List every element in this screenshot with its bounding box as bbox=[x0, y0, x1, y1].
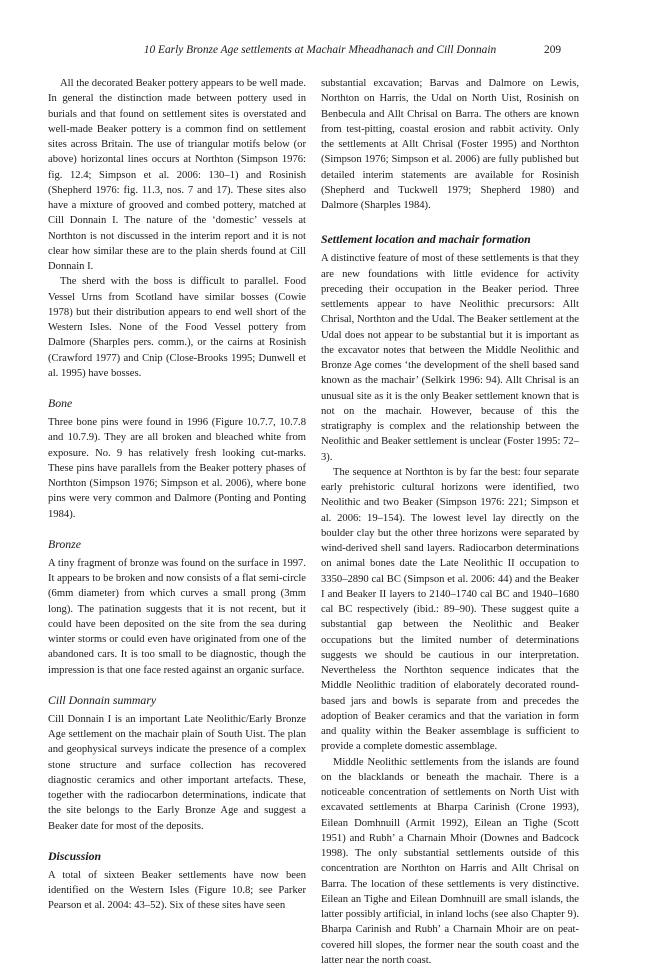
paragraph-middle-neolithic: Middle Neolithic settlements from the islands are found on the blacklands or beneath the machair. There is a noticeable concentration of settlements on North Uist with excavated settlements at Bharpa Carinish (Crone 1993), Eilean Domhnuill (Armit 1992), Eilean an Tighe (Scott 1951) and Rubh’ a Charnain Mhoir (Downes and Badcock 1998). The only substantial settlements outside of this concentration are Northton on Harris and Allt Chrisal on Barra. The location of these settlements is very distinctive. Eilean an Tighe and Eilean Domhnuill are small islands, the latter possibly artificial, in inland lochs (see also Chapter 9). Bharpa Carinish and Rubh’ a Charnain Mhoir are on peat-covered hill slopes, the former near the south coast and the latter near the north coast. bbox=[321, 755, 579, 968]
running-head bbox=[0, 44, 650, 62]
paragraph-decorated-pottery: All the decorated Beaker pottery appears to be well made. In general the distinction made between pottery used in burials and that found on settlement sites is overstated and well-made Beaker pottery is a common find on settlement sites across Britain. The use of triangular motifs below (or above) horizontal lines occurs at Northton (Simpson 1976: fig. 12.4; Simpson et al. 2006: 130–1) and Rosinish (Shepherd 1976: fig. 11.3, nos. 7 and 17). These sites also have a mixture of grooved and combed pottery, matched at Cill Donnain I. The nature of the ‘domestic’ vessels at Northton is not discussed in the interim report and it is not clear how similar these are to the plain sherds found at Cill Donnain I. bbox=[48, 76, 306, 274]
paragraph-bronze: A tiny fragment of bronze was found on the surface in 1997. It appears to be broken and now consists of a flat semi-circle (6mm diameter) from which curves a small prong (3mm long). The patination suggests that it is not recent, but it could have been deposited on the site from the sea during winter storms or could even have originated from one of the abandoned cars. It is too small to be diagnostic, though the impression is that one face rested against an organic surface. bbox=[48, 556, 306, 678]
heading-cill-donnain-summary: Cill Donnain summary bbox=[48, 693, 306, 708]
paragraph-boss-sherd: The sherd with the boss is difficult to parallel. Food Vessel Urns from Scotland have similar bosses (Cowie 1978) but their distribution appears to end well short of the Western Isles. None of the Food Vessel pottery from Dalmore (Sharples pers. comm.), or the cairns at Rosinish (Crawford 1977) and Cnip (Close-Brooks 1995; Dunwell et al. 1995) have bosses. bbox=[48, 274, 306, 381]
heading-discussion: Discussion bbox=[48, 849, 306, 864]
right-column bbox=[321, 76, 579, 968]
paragraph-summary: Cill Donnain I is an important Late Neolithic/Early Bronze Age settlement on the machair plain of South Uist. The plan and geophysical surveys indicate the presence of a complex stone structure and surface collection has recovered diagnostic ceramics and other important artefacts. These, together with the radiocarbon determinations, indicate that the site belongs to the Early Bronze Age and suggest a Beaker date for most of the deposits. bbox=[48, 712, 306, 834]
paragraph-discussion: A total of sixteen Beaker settlements have now been identified on the Western Isles (Figure 10.8; see Parker Pearson et al. 2004: 43–52). Six of these sites have seen bbox=[48, 868, 306, 914]
heading-bone: Bone bbox=[48, 396, 306, 411]
page-number: 209 bbox=[544, 44, 561, 56]
left-column bbox=[48, 76, 306, 914]
paragraph-bone: Three bone pins were found in 1996 (Figure 10.7.7, 10.7.8 and 10.7.9). They are all broken and bleached white from exposure. No. 9 has relatively fresh looking cut-marks. These pins have parallels from the Beaker pottery phases of Northton (Simpson 1976; Simpson et al. 2006), where bone pins were very common and Dalmore (Ponting and Ponting 1984). bbox=[48, 415, 306, 522]
paragraph-settlement: A distinctive feature of most of these settlements is that they are new foundations with little evidence for activity preceding their occupation in the Beaker period. Three settlements appear to have Neolithic precursors: Allt Chrisal, Northton and the Udal. The Beaker settlement at the Udal does not appear to be substantial but it is important as the excavator notes that between the Middle Neolithic and Bronze Age comes ‘the development of the shell based sand known as the machair’ (Selkirk 1996: 94). Allt Chrisal is an unusual site as it is the only Beaker settlement known that is not on the machair. However, because of this the stratigraphy is complex and the relationship between the Neolithic and Beaker settlement is unclear (Foster 1995: 72–3). bbox=[321, 251, 579, 465]
paragraph-northton-sequence: The sequence at Northton is by far the best: four separate early prehistoric cultural horizons were identified, two Neolithic and two Beaker (Simpson 1976: 221; Simpson et al. 2006: 19–154). The lowest level lay directly on the boulder clay but the other three horizons were separated by wind-derived shell sand layers. Radiocarbon determinations on animal bones date the Late Neolithic II occupation to 3350–2890 cal BC (Simpson et al. 2006: 44) and the Beaker I and Beaker II layers to 2140–1740 cal BC and 1940–1680 cal BC respectively (ibid.: 89–90). These suggest quite a substantial gap between the Neolithic and Beaker occupations but the limited number of determinations suggests we should be cautious in our interpretation. Nevertheless the Northton sequence indicates that the Middle Neolithic tradition of elaborately decorated round-based jars and bowls is separate from and precedes the adoption of Beaker ceramics and that the variation in form and quality within the Beaker assemblage is sufficient to provide a complete domestic assemblage. bbox=[321, 465, 579, 755]
heading-settlement-location: Settlement location and machair formation bbox=[321, 232, 579, 247]
heading-bronze: Bronze bbox=[48, 537, 306, 552]
running-head-title: 10 Early Bronze Age settlements at Machair Mheadhanach and Cill Donnain bbox=[100, 44, 540, 56]
paragraph-continued: substantial excavation; Barvas and Dalmore on Lewis, Northton on Harris, the Udal on North Uist, Rosinish on Benbecula and Allt Chrisal on Barra. The others are known from test-pitting, coastal erosion and rabbit activity. Only the settlements at Allt Chrisal (Foster 1995) and Northton (Simpson 1976; Simpson et al. 2006) are fully published but detailed interim statements are available for Rosinish (Shepherd and Tuckwell 1979; Shepherd 1980) and Dalmore (Sharples 1984). bbox=[321, 76, 579, 213]
